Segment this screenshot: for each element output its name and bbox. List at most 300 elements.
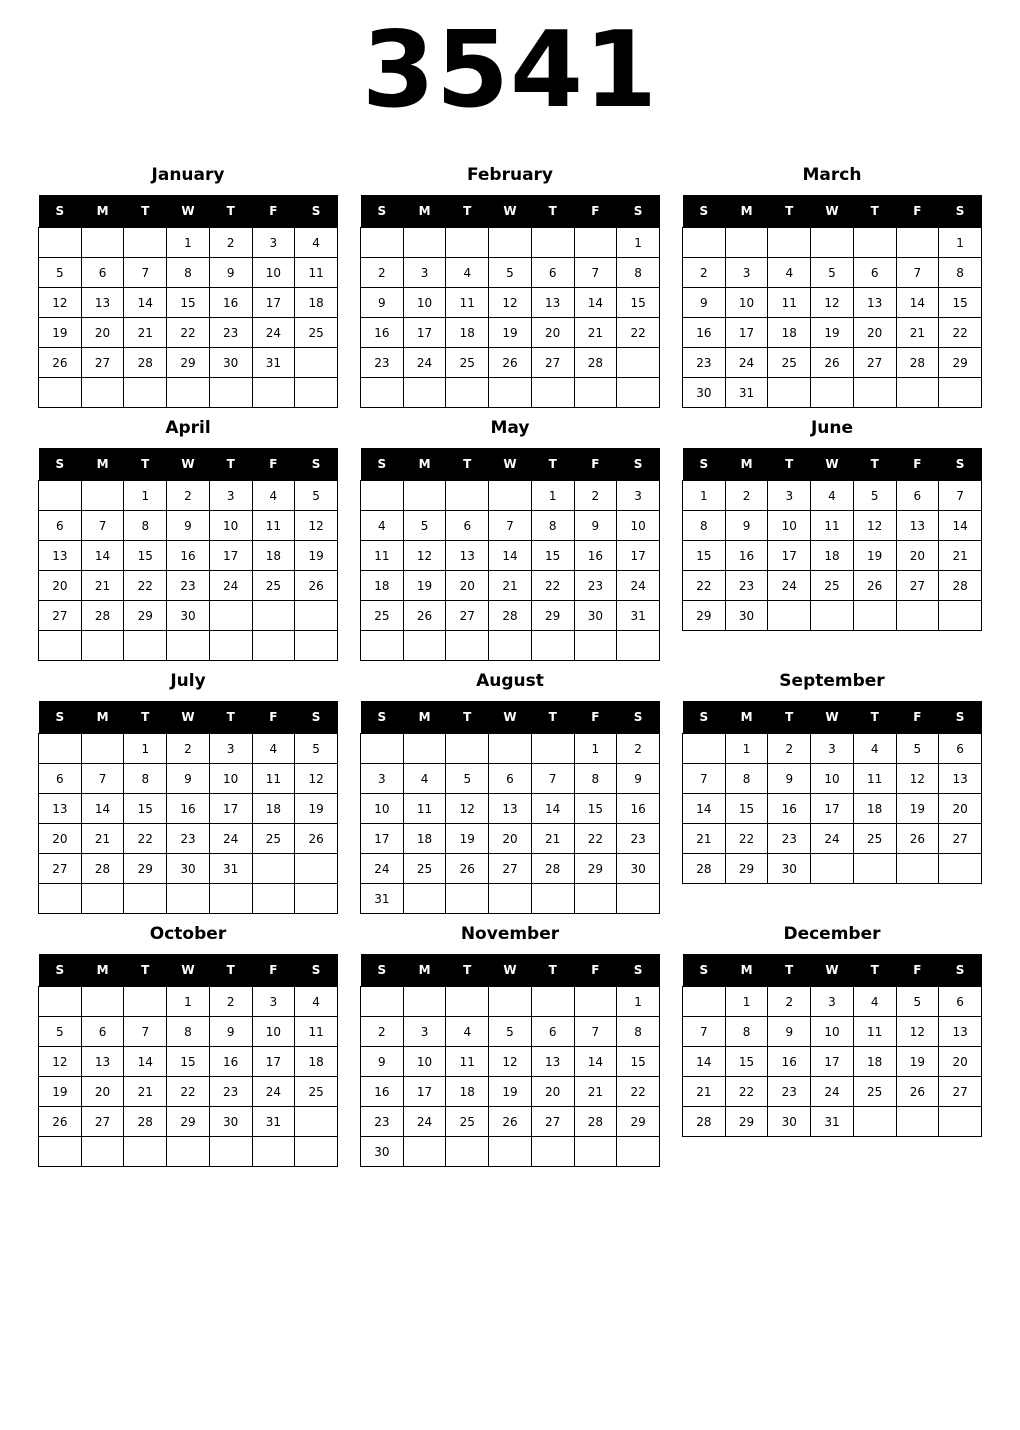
day-cell[interactable]: 19 [896,1047,939,1077]
day-cell[interactable]: 29 [939,348,982,378]
day-cell[interactable]: 24 [403,348,446,378]
day-cell[interactable]: 24 [617,571,660,601]
day-cell[interactable]: 22 [167,318,210,348]
day-cell[interactable]: 8 [725,764,768,794]
day-cell[interactable]: 18 [853,1047,896,1077]
day-cell[interactable]: 1 [939,228,982,258]
day-cell[interactable]: 14 [683,1047,726,1077]
day-cell[interactable]: 13 [81,1047,124,1077]
day-cell[interactable]: 12 [39,1047,82,1077]
day-cell[interactable]: 9 [683,288,726,318]
day-cell[interactable]: 11 [811,511,854,541]
day-cell[interactable]: 8 [167,258,210,288]
day-cell[interactable]: 25 [768,348,811,378]
day-cell[interactable]: 8 [574,764,617,794]
day-cell[interactable]: 2 [725,481,768,511]
day-cell[interactable]: 14 [124,288,167,318]
day-cell[interactable]: 16 [768,794,811,824]
day-cell[interactable]: 11 [446,288,489,318]
day-cell[interactable]: 22 [574,824,617,854]
day-cell[interactable]: 17 [768,541,811,571]
day-cell[interactable]: 29 [574,854,617,884]
day-cell[interactable]: 8 [167,1017,210,1047]
day-cell[interactable]: 12 [39,288,82,318]
day-cell[interactable]: 3 [403,258,446,288]
day-cell[interactable]: 26 [811,348,854,378]
day-cell[interactable]: 16 [725,541,768,571]
day-cell[interactable]: 3 [768,481,811,511]
day-cell[interactable]: 4 [295,228,338,258]
day-cell[interactable]: 19 [39,318,82,348]
day-cell[interactable]: 23 [361,1107,404,1137]
day-cell[interactable]: 28 [124,348,167,378]
day-cell[interactable]: 7 [124,258,167,288]
day-cell[interactable]: 27 [531,1107,574,1137]
day-cell[interactable]: 11 [446,1047,489,1077]
day-cell[interactable]: 14 [683,794,726,824]
day-cell[interactable]: 5 [403,511,446,541]
day-cell[interactable]: 11 [361,541,404,571]
day-cell[interactable]: 17 [403,318,446,348]
day-cell[interactable]: 6 [939,734,982,764]
day-cell[interactable]: 19 [403,571,446,601]
day-cell[interactable]: 26 [896,824,939,854]
day-cell[interactable]: 22 [725,824,768,854]
day-cell[interactable]: 9 [617,764,660,794]
day-cell[interactable]: 19 [489,1077,532,1107]
day-cell[interactable]: 4 [361,511,404,541]
day-cell[interactable]: 8 [683,511,726,541]
day-cell[interactable]: 3 [617,481,660,511]
day-cell[interactable]: 9 [167,764,210,794]
day-cell[interactable]: 18 [252,794,295,824]
day-cell[interactable]: 17 [403,1077,446,1107]
day-cell[interactable]: 15 [531,541,574,571]
day-cell[interactable]: 1 [617,987,660,1017]
day-cell[interactable]: 12 [446,794,489,824]
day-cell[interactable]: 1 [725,987,768,1017]
day-cell[interactable]: 4 [252,734,295,764]
day-cell[interactable]: 21 [896,318,939,348]
day-cell[interactable]: 4 [853,987,896,1017]
day-cell[interactable]: 28 [896,348,939,378]
day-cell[interactable]: 31 [252,1107,295,1137]
day-cell[interactable]: 25 [295,318,338,348]
day-cell[interactable]: 13 [39,794,82,824]
day-cell[interactable]: 29 [531,601,574,631]
day-cell[interactable]: 15 [124,541,167,571]
day-cell[interactable]: 25 [403,854,446,884]
day-cell[interactable]: 3 [252,228,295,258]
day-cell[interactable]: 6 [39,764,82,794]
day-cell[interactable]: 15 [725,794,768,824]
day-cell[interactable]: 12 [811,288,854,318]
day-cell[interactable]: 18 [853,794,896,824]
day-cell[interactable]: 6 [896,481,939,511]
day-cell[interactable]: 5 [896,734,939,764]
day-cell[interactable]: 10 [725,288,768,318]
day-cell[interactable]: 21 [939,541,982,571]
day-cell[interactable]: 17 [209,541,252,571]
day-cell[interactable]: 7 [896,258,939,288]
day-cell[interactable]: 7 [81,764,124,794]
day-cell[interactable]: 14 [489,541,532,571]
day-cell[interactable]: 8 [531,511,574,541]
day-cell[interactable]: 24 [811,824,854,854]
day-cell[interactable]: 26 [295,571,338,601]
day-cell[interactable]: 28 [939,571,982,601]
day-cell[interactable]: 15 [167,288,210,318]
day-cell[interactable]: 1 [683,481,726,511]
day-cell[interactable]: 14 [574,288,617,318]
day-cell[interactable]: 20 [81,318,124,348]
day-cell[interactable]: 23 [167,824,210,854]
day-cell[interactable]: 18 [446,1077,489,1107]
day-cell[interactable]: 30 [167,854,210,884]
day-cell[interactable]: 30 [725,601,768,631]
day-cell[interactable]: 6 [489,764,532,794]
day-cell[interactable]: 30 [768,854,811,884]
day-cell[interactable]: 12 [295,764,338,794]
day-cell[interactable]: 12 [896,764,939,794]
day-cell[interactable]: 26 [403,601,446,631]
day-cell[interactable]: 18 [295,1047,338,1077]
day-cell[interactable]: 29 [124,854,167,884]
day-cell[interactable]: 16 [617,794,660,824]
day-cell[interactable]: 19 [896,794,939,824]
day-cell[interactable]: 23 [725,571,768,601]
day-cell[interactable]: 2 [768,734,811,764]
day-cell[interactable]: 13 [939,1017,982,1047]
day-cell[interactable]: 25 [295,1077,338,1107]
day-cell[interactable]: 10 [403,288,446,318]
day-cell[interactable]: 5 [489,258,532,288]
day-cell[interactable]: 28 [683,854,726,884]
day-cell[interactable]: 17 [725,318,768,348]
day-cell[interactable]: 29 [124,601,167,631]
day-cell[interactable]: 29 [725,854,768,884]
day-cell[interactable]: 3 [209,734,252,764]
day-cell[interactable]: 10 [209,511,252,541]
day-cell[interactable]: 10 [252,258,295,288]
day-cell[interactable]: 21 [574,318,617,348]
day-cell[interactable]: 10 [811,1017,854,1047]
day-cell[interactable]: 26 [446,854,489,884]
day-cell[interactable]: 8 [939,258,982,288]
day-cell[interactable]: 24 [811,1077,854,1107]
day-cell[interactable]: 16 [574,541,617,571]
day-cell[interactable]: 23 [768,824,811,854]
day-cell[interactable]: 13 [939,764,982,794]
day-cell[interactable]: 16 [768,1047,811,1077]
day-cell[interactable]: 27 [39,854,82,884]
day-cell[interactable]: 30 [361,1137,404,1167]
day-cell[interactable]: 18 [252,541,295,571]
day-cell[interactable]: 18 [768,318,811,348]
day-cell[interactable]: 19 [446,824,489,854]
day-cell[interactable]: 2 [167,734,210,764]
day-cell[interactable]: 12 [403,541,446,571]
day-cell[interactable]: 20 [531,1077,574,1107]
day-cell[interactable]: 27 [939,824,982,854]
day-cell[interactable]: 28 [683,1107,726,1137]
day-cell[interactable]: 22 [617,318,660,348]
day-cell[interactable]: 16 [209,288,252,318]
day-cell[interactable]: 2 [617,734,660,764]
day-cell[interactable]: 26 [896,1077,939,1107]
day-cell[interactable]: 24 [361,854,404,884]
day-cell[interactable]: 9 [574,511,617,541]
day-cell[interactable]: 26 [295,824,338,854]
day-cell[interactable]: 17 [811,794,854,824]
day-cell[interactable]: 22 [725,1077,768,1107]
day-cell[interactable]: 5 [489,1017,532,1047]
day-cell[interactable]: 23 [167,571,210,601]
day-cell[interactable]: 9 [768,764,811,794]
day-cell[interactable]: 30 [768,1107,811,1137]
day-cell[interactable]: 5 [295,481,338,511]
day-cell[interactable]: 19 [489,318,532,348]
day-cell[interactable]: 17 [209,794,252,824]
day-cell[interactable]: 30 [167,601,210,631]
day-cell[interactable]: 7 [124,1017,167,1047]
day-cell[interactable]: 23 [617,824,660,854]
day-cell[interactable]: 1 [124,481,167,511]
day-cell[interactable]: 7 [939,481,982,511]
day-cell[interactable]: 3 [403,1017,446,1047]
day-cell[interactable]: 27 [896,571,939,601]
day-cell[interactable]: 9 [725,511,768,541]
day-cell[interactable]: 9 [209,1017,252,1047]
day-cell[interactable]: 27 [489,854,532,884]
day-cell[interactable]: 28 [574,348,617,378]
day-cell[interactable]: 2 [209,987,252,1017]
day-cell[interactable]: 6 [853,258,896,288]
day-cell[interactable]: 31 [811,1107,854,1137]
day-cell[interactable]: 6 [531,1017,574,1047]
day-cell[interactable]: 21 [124,1077,167,1107]
day-cell[interactable]: 10 [209,764,252,794]
day-cell[interactable]: 23 [361,348,404,378]
day-cell[interactable]: 15 [939,288,982,318]
day-cell[interactable]: 23 [683,348,726,378]
day-cell[interactable]: 10 [768,511,811,541]
day-cell[interactable]: 25 [811,571,854,601]
day-cell[interactable]: 15 [617,288,660,318]
day-cell[interactable]: 10 [403,1047,446,1077]
day-cell[interactable]: 8 [617,258,660,288]
day-cell[interactable]: 18 [403,824,446,854]
day-cell[interactable]: 28 [489,601,532,631]
day-cell[interactable]: 17 [811,1047,854,1077]
day-cell[interactable]: 25 [446,348,489,378]
day-cell[interactable]: 21 [683,824,726,854]
day-cell[interactable]: 4 [446,1017,489,1047]
day-cell[interactable]: 22 [531,571,574,601]
day-cell[interactable]: 23 [768,1077,811,1107]
day-cell[interactable]: 12 [489,288,532,318]
day-cell[interactable]: 14 [531,794,574,824]
day-cell[interactable]: 14 [81,794,124,824]
day-cell[interactable]: 18 [295,288,338,318]
day-cell[interactable]: 7 [531,764,574,794]
day-cell[interactable]: 28 [124,1107,167,1137]
day-cell[interactable]: 19 [811,318,854,348]
day-cell[interactable]: 7 [683,764,726,794]
day-cell[interactable]: 9 [167,511,210,541]
day-cell[interactable]: 21 [531,824,574,854]
day-cell[interactable]: 15 [124,794,167,824]
day-cell[interactable]: 8 [617,1017,660,1047]
day-cell[interactable]: 19 [853,541,896,571]
day-cell[interactable]: 8 [124,764,167,794]
day-cell[interactable]: 15 [683,541,726,571]
day-cell[interactable]: 19 [39,1077,82,1107]
day-cell[interactable]: 9 [768,1017,811,1047]
day-cell[interactable]: 6 [939,987,982,1017]
day-cell[interactable]: 4 [768,258,811,288]
day-cell[interactable]: 11 [295,258,338,288]
day-cell[interactable]: 10 [811,764,854,794]
day-cell[interactable]: 14 [81,541,124,571]
day-cell[interactable]: 31 [361,884,404,914]
day-cell[interactable]: 2 [683,258,726,288]
day-cell[interactable]: 7 [489,511,532,541]
day-cell[interactable]: 25 [252,824,295,854]
day-cell[interactable]: 16 [167,794,210,824]
day-cell[interactable]: 26 [853,571,896,601]
day-cell[interactable]: 12 [853,511,896,541]
day-cell[interactable]: 23 [209,1077,252,1107]
day-cell[interactable]: 27 [531,348,574,378]
day-cell[interactable]: 1 [574,734,617,764]
day-cell[interactable]: 29 [167,1107,210,1137]
day-cell[interactable]: 13 [853,288,896,318]
day-cell[interactable]: 27 [446,601,489,631]
day-cell[interactable]: 29 [167,348,210,378]
day-cell[interactable]: 28 [574,1107,617,1137]
day-cell[interactable]: 17 [617,541,660,571]
day-cell[interactable]: 19 [295,541,338,571]
day-cell[interactable]: 21 [683,1077,726,1107]
day-cell[interactable]: 25 [252,571,295,601]
day-cell[interactable]: 10 [617,511,660,541]
day-cell[interactable]: 29 [725,1107,768,1137]
day-cell[interactable]: 21 [124,318,167,348]
day-cell[interactable]: 20 [896,541,939,571]
day-cell[interactable]: 3 [252,987,295,1017]
day-cell[interactable]: 13 [531,288,574,318]
day-cell[interactable]: 15 [617,1047,660,1077]
day-cell[interactable]: 28 [81,601,124,631]
day-cell[interactable]: 27 [39,601,82,631]
day-cell[interactable]: 5 [39,258,82,288]
day-cell[interactable]: 3 [811,987,854,1017]
day-cell[interactable]: 9 [361,288,404,318]
day-cell[interactable]: 13 [39,541,82,571]
day-cell[interactable]: 21 [81,571,124,601]
day-cell[interactable]: 6 [81,258,124,288]
day-cell[interactable]: 13 [81,288,124,318]
day-cell[interactable]: 20 [853,318,896,348]
day-cell[interactable]: 2 [167,481,210,511]
day-cell[interactable]: 11 [252,511,295,541]
day-cell[interactable]: 18 [811,541,854,571]
day-cell[interactable]: 23 [209,318,252,348]
day-cell[interactable]: 24 [768,571,811,601]
day-cell[interactable]: 5 [853,481,896,511]
day-cell[interactable]: 20 [531,318,574,348]
day-cell[interactable]: 11 [768,288,811,318]
day-cell[interactable]: 17 [361,824,404,854]
day-cell[interactable]: 7 [574,258,617,288]
day-cell[interactable]: 14 [124,1047,167,1077]
day-cell[interactable]: 22 [167,1077,210,1107]
day-cell[interactable]: 30 [683,378,726,408]
day-cell[interactable]: 30 [617,854,660,884]
day-cell[interactable]: 29 [683,601,726,631]
day-cell[interactable]: 13 [446,541,489,571]
day-cell[interactable]: 20 [939,1047,982,1077]
day-cell[interactable]: 17 [252,288,295,318]
day-cell[interactable]: 6 [531,258,574,288]
day-cell[interactable]: 2 [361,1017,404,1047]
day-cell[interactable]: 23 [574,571,617,601]
day-cell[interactable]: 6 [39,511,82,541]
day-cell[interactable]: 30 [209,1107,252,1137]
day-cell[interactable]: 31 [725,378,768,408]
day-cell[interactable]: 22 [683,571,726,601]
day-cell[interactable]: 20 [39,824,82,854]
day-cell[interactable]: 2 [768,987,811,1017]
day-cell[interactable]: 26 [39,1107,82,1137]
day-cell[interactable]: 27 [81,348,124,378]
day-cell[interactable]: 7 [683,1017,726,1047]
day-cell[interactable]: 2 [361,258,404,288]
day-cell[interactable]: 20 [489,824,532,854]
day-cell[interactable]: 15 [167,1047,210,1077]
day-cell[interactable]: 8 [725,1017,768,1047]
day-cell[interactable]: 20 [81,1077,124,1107]
day-cell[interactable]: 2 [574,481,617,511]
day-cell[interactable]: 18 [361,571,404,601]
day-cell[interactable]: 3 [361,764,404,794]
day-cell[interactable]: 22 [617,1077,660,1107]
day-cell[interactable]: 4 [252,481,295,511]
day-cell[interactable]: 3 [209,481,252,511]
day-cell[interactable]: 15 [725,1047,768,1077]
day-cell[interactable]: 24 [252,1077,295,1107]
day-cell[interactable]: 9 [361,1047,404,1077]
day-cell[interactable]: 6 [81,1017,124,1047]
day-cell[interactable]: 16 [167,541,210,571]
day-cell[interactable]: 4 [295,987,338,1017]
day-cell[interactable]: 4 [811,481,854,511]
day-cell[interactable]: 18 [446,318,489,348]
day-cell[interactable]: 25 [853,1077,896,1107]
day-cell[interactable]: 21 [81,824,124,854]
day-cell[interactable]: 11 [853,764,896,794]
day-cell[interactable]: 16 [361,1077,404,1107]
day-cell[interactable]: 11 [252,764,295,794]
day-cell[interactable]: 16 [361,318,404,348]
day-cell[interactable]: 28 [531,854,574,884]
day-cell[interactable]: 31 [209,854,252,884]
day-cell[interactable]: 22 [939,318,982,348]
day-cell[interactable]: 26 [489,348,532,378]
day-cell[interactable]: 1 [167,987,210,1017]
day-cell[interactable]: 9 [209,258,252,288]
